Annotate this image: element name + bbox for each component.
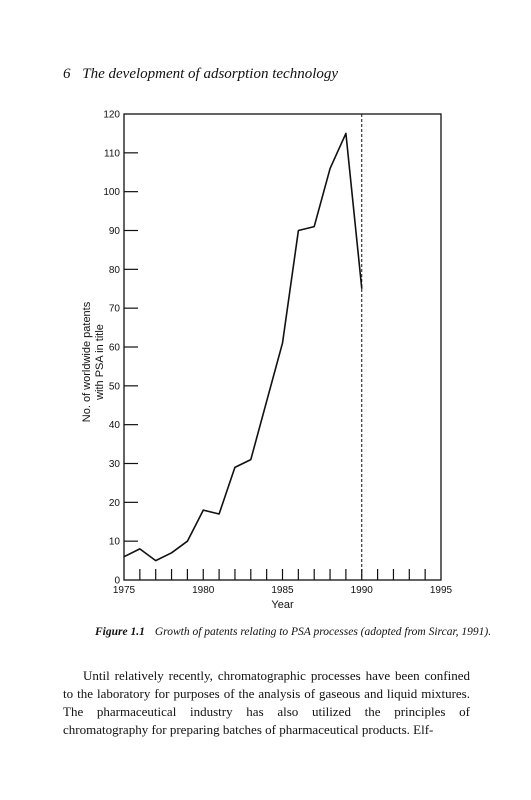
running-title: The development of adsorption technology <box>82 66 339 82</box>
y-tick-label: 10 <box>108 536 120 548</box>
y-tick-label: 40 <box>108 420 120 432</box>
x-tick-label: 1980 <box>192 585 215 596</box>
y-tick-label: 70 <box>108 303 120 315</box>
y-tick-label: 50 <box>108 381 120 393</box>
x-tick-label: 1985 <box>271 585 294 596</box>
y-axis-title-line1: No. of worldwide patents <box>81 301 93 423</box>
figure-label: Figure 1.1 <box>95 626 145 638</box>
figure-caption <box>95 626 491 638</box>
plot-frame <box>124 114 441 580</box>
y-tick-label: 30 <box>108 459 120 470</box>
y-tick-label: 120 <box>103 109 120 121</box>
body-paragraph: Until relatively recently, chromatographic processes have been confined to the laboratory for purposes of the analysis of gaseous and liquid mixtures. The pharmaceutical industry has also utilized the principles of chromatography for preparing batches of pharmaceutical products. Elf- <box>63 668 470 737</box>
x-tick-label: 1990 <box>350 585 373 596</box>
y-tick-label: 0 <box>114 575 120 587</box>
x-axis-title: Year <box>271 599 294 611</box>
figure-caption-text: Growth of patents relating to PSA processes (adopted from Sircar, 1991). <box>154 626 492 638</box>
x-tick-label: 1975 <box>112 585 136 596</box>
y-tick-label: 110 <box>104 148 120 160</box>
y-tick-label: 20 <box>108 497 120 509</box>
page-number: 6 <box>63 66 71 82</box>
y-axis-title-line2: with PSA in title <box>94 324 106 400</box>
y-tick-label: 90 <box>108 226 120 237</box>
series-line <box>124 133 362 560</box>
y-tick-label: 80 <box>108 264 120 276</box>
y-tick-label: 100 <box>103 187 120 199</box>
x-tick-label: 1995 <box>429 585 453 596</box>
y-tick-label: 60 <box>108 342 120 354</box>
